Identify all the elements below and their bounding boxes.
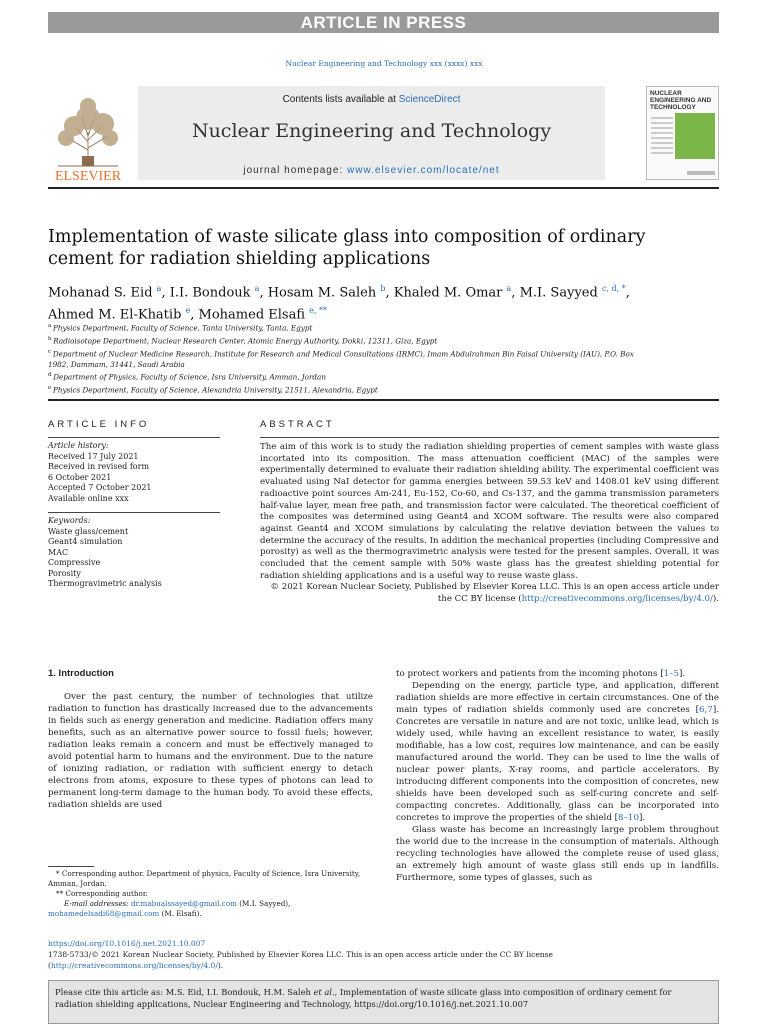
email-owner-elsafi: (M. Elsafi).: [159, 909, 202, 918]
sciencedirect-link[interactable]: ScienceDirect: [398, 94, 461, 105]
p2-text-c: ].: [638, 813, 646, 823]
intro-paragraph-1-continued: [396, 668, 719, 680]
license-link[interactable]: http://creativecommons.org/licenses/by/4.0/: [521, 594, 713, 605]
homepage-link[interactable]: www.elsevier.com/locate/net: [347, 165, 500, 176]
footer-license-link[interactable]: http://creativecommons.org/licenses/by/4.0/: [50, 961, 218, 970]
copyright-text: © 2021 Korean Nuclear Society, Published by Elsevier Korea LLC. This is an open access article under the CC BY license (: [270, 582, 719, 605]
affiliation-marker: b: [48, 335, 54, 342]
author-name[interactable]: Khaled M. Omar: [393, 285, 507, 301]
section-heading-introduction: 1. Introduction: [48, 668, 114, 679]
abstract-text: The aim of this work is to study the radiation shielding properties of cement samples with waste glass incortated into its composition. The mass attenuation coefficient (MAC) of the samples were experimentally determined to evaluate their radiation shielding ability. The experimental coefficient was evaluated using NaI detector for gamma energies between 59.53 keV and 1408.01 keV using different radioactive point sources Am-241, Eu-152, Co-60, and Cs-137, and the gamma transmission parameters half-value layer, mean free path, and transmission factor were calculated. The theoretical coefficient of the composites was determined using Geant4 and XCOM software. The results were also compared against Geant4 and XCOM simulations by calculating the relative deviation between the values to determine the accuracy of the results. In addition the mechanical properties (including Compressive and porosity) as well as the thermogravimetric analysis were tested for the present samples. Overall, it was concluded that the cement sample with 50% waste glass has the greatest shielding potential for radiation shielding applications and is a useful way to reuse waste glass.: [260, 442, 719, 581]
keyword-item: Thermogravimetric analysis: [48, 579, 162, 588]
article-info: [48, 419, 220, 590]
p1-end: ].: [679, 669, 686, 679]
body-column-right: [396, 668, 719, 884]
issn-copyright-line: [48, 949, 719, 971]
history-list: [48, 452, 220, 505]
intro-paragraph-3: Glass waste has become an increasingly large problem throughout the world due to the increase in the consumption of materials. Although recycling technologies have allowed the complete reuse of used glass, an extremely high amount of waste glass still ends up in landfills. Furthermore, some types of glasses, such as: [396, 825, 719, 883]
elsevier-logo[interactable]: [48, 92, 128, 182]
history-item: Received 17 July 2021: [48, 451, 139, 461]
author-list: Mohanad S. Eid $^a$, I.I. Bondouk $^a$, Hosam M. Saleh $^b$, Khaled M. Omar $^a$, M.I. Sayyed $^{c, d, *}$, Ahmed M. El-Khatib $^e$, Mohamed Elsafi $^{e, **}$: [48, 284, 630, 323]
copyright-end: ).: [712, 594, 719, 605]
issn-end: ).: [217, 961, 224, 970]
footnote-2: ** Corresponding author.: [56, 889, 148, 898]
affiliation-marker: c: [48, 348, 53, 355]
email-owner-sayyed: (M.I. Sayyed),: [236, 899, 291, 908]
author-affiliation-marker[interactable]: c, d, *: [601, 284, 626, 293]
article-info-heading: ARTICLE INFO: [48, 419, 150, 430]
author-affiliation-marker[interactable]: e, **: [309, 306, 327, 316]
keyword-item: Geant4 simulation: [48, 537, 123, 546]
doi-link[interactable]: https://doi.org/10.1016/j.net.2021.10.007: [48, 939, 206, 948]
info-rule: [48, 399, 719, 401]
masthead-rule: [48, 187, 719, 189]
article-in-press-banner: ARTICLE IN PRESS: [48, 12, 719, 33]
abstract-heading: ABSTRACT: [260, 419, 335, 430]
intro-paragraph-2: [396, 680, 719, 824]
issn-text: 1738-5733/© 2021 Korean Nuclear Society, Published by Elsevier Korea LLC. This is an open access article under the CC BY license (: [48, 950, 553, 970]
author-affiliation-marker[interactable]: a: [506, 284, 512, 293]
author-name[interactable]: Mohamed Elsafi: [198, 307, 310, 323]
intro-paragraph-1: Over the past century, the number of technologies that utilize radiation to function has drastically increased due to the advancements in fields such as energy generation and medicine. Radiation offers many benefits, such as an alternative power source to fossil fuels; however, radiation leaks remain a concern and must be effectively managed to avoid potential harm to humans and the environment. Due to the nature of ionizing radiation, or radiation with sufficient energy to detach electrons from atoms, exposure to these types of photons can lead to permanent long-term damage to the human body. To avoid these effects, radiation shields are used: [48, 692, 373, 810]
homepage-prefix: journal homepage:: [243, 165, 347, 176]
author-affiliation-marker[interactable]: a: [254, 284, 260, 293]
keywords-list: [48, 527, 220, 590]
history-label: Article history:: [48, 441, 109, 450]
keyword-item: Waste glass/cement: [48, 526, 129, 536]
journal-cover-thumbnail[interactable]: [646, 86, 719, 180]
cover-title: NUCLEAR ENGINEERING AND TECHNOLOGY: [650, 90, 712, 111]
affiliation-line: $^b$ Radioisotope Department, Nuclear Research Center, Atomic Energy Authority, Dokki, 12311, Giza, Egypt: [48, 335, 438, 346]
affiliation-marker: a: [48, 323, 54, 329]
ref-link-6-7[interactable]: 6,7: [699, 705, 713, 715]
footnote-rule: [48, 866, 94, 867]
article-title: Implementation of waste silicate glass into composition of ordinary cement for radiation shielding applications: [48, 227, 646, 269]
affiliation-line: $^a$ Physics Department, Faculty of Science, Tanta University, Tanta, Egypt: [48, 323, 313, 333]
citation-etal: et al.: [313, 987, 335, 997]
keyword-item: MAC: [48, 547, 69, 557]
cover-image: [675, 113, 715, 159]
journal-homepage: [138, 165, 605, 176]
affiliation-line: $^c$ Department of Nuclear Medicine Research, Institute for Research and Medical Consultations (IRMC), Imam Abdulrahman Bin Faisal University (IAU), P.O. Box 1982, Dammam, 31441, Saudi Arabia: [48, 348, 634, 369]
affiliation-line: $^e$ Physics Department, Faculty of Science, Alexandria University, 21511, Alexandria, Egypt: [48, 385, 378, 395]
doi-block: [48, 938, 719, 971]
elsevier-wordmark: ELSEVIER: [54, 169, 122, 182]
p2-text-a: Depending on the energy, particle type, and application, different radiation shields are more effective in certain circumstances. One of the main types of radiation shields commonly used are concretes [: [396, 681, 719, 715]
footnote-1: * Corresponding author. Department of physics, Faculty of Science, Isra University, Amman, Jordan.: [48, 869, 361, 888]
author-affiliation-marker[interactable]: a: [156, 284, 162, 293]
journal-reference-link[interactable]: Nuclear Engineering and Technology xxx (xxxx) xxx: [285, 59, 483, 68]
citation-box: [48, 980, 719, 1024]
cover-text-lines: [651, 117, 673, 157]
author-name[interactable]: Ahmed M. El-Khatib: [48, 307, 186, 323]
contents-prefix: Contents lists available at: [282, 94, 399, 105]
keyword-item: Compressive: [48, 558, 101, 567]
journal-title: Nuclear Engineering and Technology: [191, 120, 552, 142]
footnotes: [48, 869, 373, 919]
affiliation-line: $^d$ Department of Physics, Faculty of Science, Isra University, Amman, Jordan: [48, 372, 326, 382]
abstract: [260, 419, 719, 606]
ref-link-8-10[interactable]: 8–10: [618, 813, 639, 823]
journal-masthead: [48, 86, 719, 182]
author-name[interactable]: M.I. Sayyed: [519, 285, 602, 301]
email-link-elsafi[interactable]: mohamedelsadi68@gmail.com: [48, 909, 160, 918]
p1-cont-text: to protect workers and patients from the incoming photons [: [396, 669, 664, 679]
author-name[interactable]: Mohanad S. Eid: [48, 285, 157, 301]
footnote-emails: [48, 899, 373, 919]
affiliation-marker: d: [48, 372, 54, 379]
email-link-sayyed[interactable]: dr.mabualssayed@gmail.com: [131, 899, 237, 908]
author-affiliation-marker[interactable]: e: [185, 306, 191, 316]
email-label: E-mail addresses:: [64, 899, 131, 908]
cover-footer: [687, 171, 715, 175]
author-name[interactable]: I.I. Bondouk: [169, 285, 255, 301]
history-item: Available online xxx: [48, 493, 129, 503]
author-name[interactable]: Hosam M. Saleh: [267, 285, 381, 301]
body-column-left: [48, 668, 373, 811]
keyword-item: Porosity: [48, 568, 81, 578]
history-item: Received in revised form: [48, 462, 150, 471]
history-item: Accepted 7 October 2021: [48, 483, 152, 492]
affiliations: [48, 321, 648, 396]
contents-line: [138, 94, 605, 105]
ref-link-1-5[interactable]: 1–5: [663, 669, 680, 679]
abstract-copyright: [260, 582, 719, 605]
citation-rest: , Implementation of waste silicate glass into composition of ordinary cement for radiation shielding applications, Nuclear Engineering and Technology, https://doi.org/10.1016/j.net.2021.10.007: [55, 987, 672, 1009]
author-affiliation-marker[interactable]: b: [380, 284, 386, 293]
affiliation-marker: e: [48, 385, 54, 392]
p2-text-b: ]. Concretes are versatile in nature and are not toxic, unlike lead, which is widely used, while having an excellent resistance to water, is easily modifiable, has a low cost, requires low maintenance, and can be easily manufactured around the world. They can be used to line the walls of nuclear power plants, X-ray rooms, and particle accelerators. By introducing different components into the composition of concretes, new shields have been developed such as self-curing concrete and self-compacting concretes. Additionally, glass can be incorporated into concretes to improve the properties of the shield [: [396, 705, 719, 823]
citation-prefix: Please cite this article as: M.S. Eid, I.I. Bondouk, H.M. Saleh: [55, 987, 314, 997]
keywords-label: Keywords:: [48, 516, 91, 525]
history-item: 6 October 2021: [48, 472, 112, 482]
